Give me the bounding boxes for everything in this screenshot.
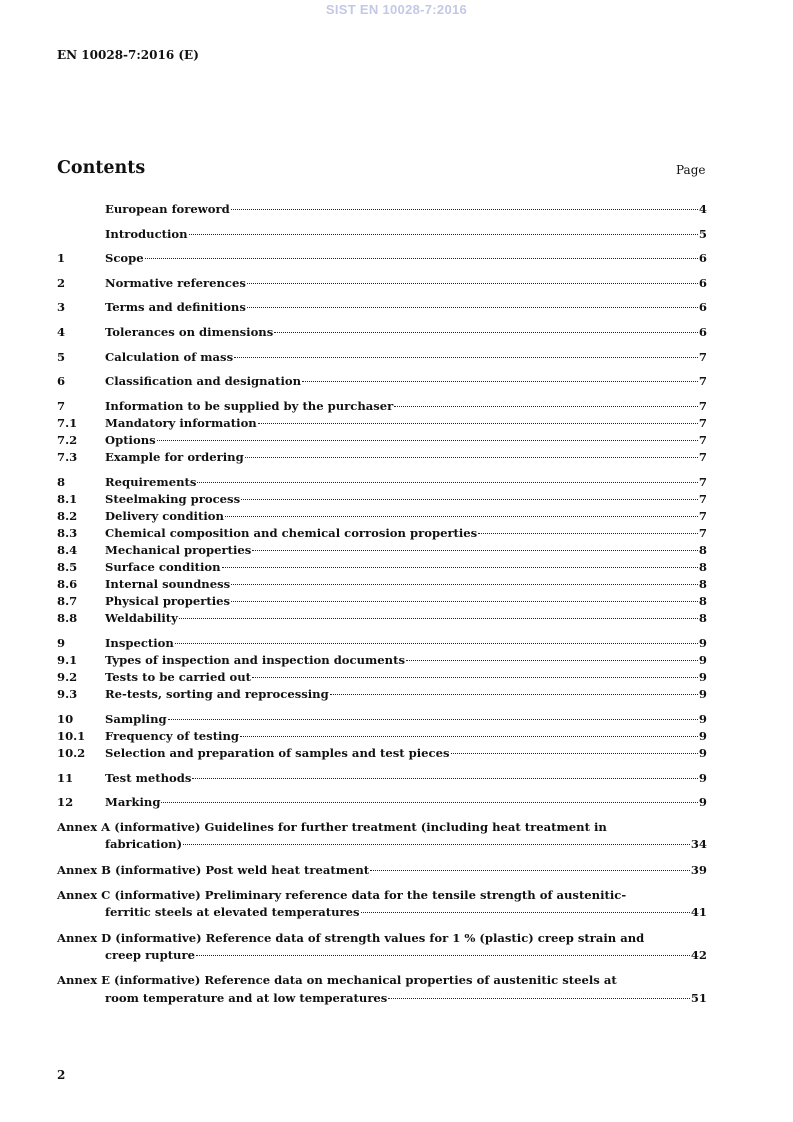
annex-entry[interactable] [57,887,707,921]
clause-title: Scope [105,251,144,266]
clause-number: 8.1 [57,491,78,506]
page-ref: 41 [690,905,707,920]
toc-group [57,324,707,341]
annex-title-line1: Annex B (informative) Post weld heat treatment [57,862,370,877]
annex-entry[interactable] [57,862,707,879]
dot-leader [192,778,698,779]
toc-entry[interactable] [57,324,707,341]
page-ref: 8 [698,594,707,609]
page-ref: 7 [698,450,707,465]
clause-number: 8.5 [57,560,78,575]
annex-title-line1: Annex A (informative) Guidelines for further treatment (including heat treatment in [57,819,607,834]
clause-title: Terms and definitions [105,300,246,315]
annex-title-line2-row [57,990,707,1007]
dot-leader [252,550,698,551]
dot-leader [175,643,698,644]
toc-entry[interactable] [57,299,707,316]
page-ref: 9 [698,653,707,668]
toc-entry[interactable] [57,652,707,669]
clause-number: 5 [57,349,66,364]
clause-number: 6 [57,374,66,389]
page-ref: 6 [698,275,707,290]
dot-leader [196,955,690,956]
clause-title: Test methods [105,770,192,785]
clause-title: Delivery condition [105,508,224,523]
toc-group [57,226,707,243]
clause-number: 9.1 [57,653,78,668]
dot-leader [231,209,698,210]
clause-number: 8.2 [57,508,78,523]
toc-entry[interactable] [57,728,707,745]
toc-entry[interactable] [57,542,707,559]
clause-number: 10 [57,711,74,726]
clause-number: 1 [57,251,66,266]
clause-number: 12 [57,795,74,810]
annex-title-line2-row [57,947,707,964]
table-of-contents [57,201,707,1015]
dot-leader [302,381,698,382]
toc-group [57,474,707,628]
dot-leader [245,457,698,458]
toc-entry[interactable] [57,508,707,525]
page-ref: 8 [698,560,707,575]
page-ref: 34 [690,836,707,851]
clause-number: 7.3 [57,450,78,465]
toc-entry[interactable] [57,576,707,593]
page-ref: 8 [698,543,707,557]
dot-leader [189,234,698,235]
clause-title: Example for ordering [105,450,244,465]
annex-title-line1: Annex E (informative) Reference data on mechanical properties of austenitic steels at [57,973,617,988]
page-ref: 9 [698,635,707,650]
toc-entry[interactable] [57,226,707,243]
page-ref: 7 [698,398,707,413]
dot-leader [222,567,698,568]
dot-leader [240,736,698,737]
page-ref: 7 [698,491,707,506]
toc-entry[interactable] [57,432,707,449]
clause-title: Mechanical properties [105,543,252,557]
dot-leader [406,660,698,661]
annex-title-line2: ferritic steels at elevated temperatures [105,905,360,920]
annex-title-line1: Annex C (informative) Preliminary reference data for the tensile strength of austenitic- [57,888,627,903]
annex-entry[interactable] [57,930,707,964]
toc-entry[interactable] [57,349,707,366]
toc-group [57,299,707,316]
clause-number: 9.3 [57,687,78,702]
page-ref: 4 [698,202,707,216]
contents-title: Contents [57,158,146,178]
toc-entry[interactable] [57,373,707,390]
toc-entry[interactable] [57,686,707,703]
clause-number: 10.1 [57,728,86,743]
annex-title-line2: creep rupture [105,947,195,962]
clause-number: 8.8 [57,611,78,626]
annex-title-line2: fabrication) [105,836,183,851]
annex-title-line1: Annex D (informative) Reference data of strength values for 1 % (plastic) creep strain and [57,930,645,945]
dot-leader [197,482,698,483]
dot-leader [161,802,697,803]
clause-title: Mandatory information [105,415,257,430]
toc-group [57,635,707,703]
clause-number: 3 [57,300,66,315]
toc-group [57,349,707,366]
toc-entry[interactable] [57,794,707,811]
clause-number: 4 [57,324,66,339]
toc-group [57,398,707,466]
page-ref: 6 [698,324,707,339]
dot-leader [231,584,698,585]
clause-title: Internal soundness [105,577,231,592]
toc-entry[interactable] [57,474,707,491]
page-ref: 6 [698,251,707,266]
dot-leader [179,618,698,619]
page-ref: 7 [698,374,707,389]
clause-number: 7.2 [57,432,78,447]
clause-title: European foreword [105,202,230,216]
clause-number: 8.6 [57,577,78,592]
toc-group [57,201,707,218]
clause-title: Re-tests, sorting and reprocessing [105,687,329,702]
clause-title: Requirements [105,474,197,489]
toc-entry[interactable] [57,250,707,267]
clause-title: Inspection [105,635,174,650]
dot-leader [183,844,690,845]
dot-leader [252,677,698,678]
page-ref: 7 [698,432,707,447]
clause-number: 11 [57,770,74,785]
dot-leader [247,283,698,284]
watermark: SIST EN 10028-7:2016 [325,2,468,17]
annex-title-line2-row [57,904,707,921]
toc-entry[interactable] [57,770,707,787]
dot-leader [478,533,698,534]
page-ref: 9 [698,795,707,810]
toc-entry[interactable] [57,593,707,610]
clause-number: 2 [57,275,66,290]
clause-number: 7 [57,398,66,413]
dot-leader [330,694,698,695]
clause-number: 9.2 [57,670,78,685]
page-ref: 7 [698,474,707,489]
page-ref: 9 [698,711,707,726]
page-ref: 6 [698,300,707,315]
toc-entry[interactable] [57,635,707,652]
toc-entry[interactable] [57,745,707,762]
toc-entry[interactable] [57,491,707,508]
clause-number: 8.3 [57,525,78,540]
clause-title: Information to be supplied by the purchaser [105,398,394,413]
page-ref: 9 [698,670,707,685]
toc-group [57,250,707,267]
toc-entry[interactable] [57,559,707,576]
clause-number: 10.2 [57,746,86,761]
page-ref: 39 [690,862,707,877]
dot-leader [388,998,690,999]
clause-title: Introduction [105,226,188,241]
toc-group [57,275,707,292]
clause-title: Tolerances on dimensions [105,324,274,339]
clause-title: Classification and designation [105,374,302,389]
annex-title-row [57,862,707,879]
toc-group [57,770,707,787]
annex-entry[interactable] [57,819,707,853]
dot-leader [247,307,698,308]
page-ref: 7 [698,415,707,430]
clause-title: Weldability [105,611,178,626]
toc-entry[interactable] [57,415,707,432]
dot-leader [157,440,698,441]
toc-entry[interactable] [57,711,707,728]
clause-title: Options [105,432,156,447]
toc-group [57,711,707,762]
dot-leader [451,753,698,754]
page-ref: 8 [698,611,707,626]
annex-title-line2-row [57,836,707,853]
toc-entry[interactable] [57,275,707,292]
toc-group [57,794,707,811]
clause-title: Surface condition [105,560,221,575]
clause-title: Tests to be carried out [105,670,251,685]
dot-leader [241,499,698,500]
clause-title: Sampling [105,711,167,726]
dot-leader [274,332,698,333]
clause-number: 9 [57,635,66,650]
clause-title: Normative references [105,275,246,290]
annex-entry[interactable] [57,972,707,1006]
clause-number: 8 [57,474,66,489]
dot-leader [361,912,690,913]
page-ref: 7 [698,508,707,523]
toc-entry[interactable] [57,610,707,627]
clause-title: Selection and preparation of samples and test pieces [105,746,450,761]
page-ref: 8 [698,577,707,592]
dot-leader [394,406,698,407]
page-ref: 9 [698,687,707,702]
toc-entry[interactable] [57,449,707,466]
dot-leader [145,258,698,259]
document-id: EN 10028-7:2016 (E) [57,48,199,62]
clause-number: 8.4 [57,543,78,557]
page-ref: 9 [698,770,707,785]
dot-leader [370,870,690,871]
clause-title: Marking [105,795,161,810]
annex-title-line2: room temperature and at low temperatures [105,990,388,1005]
clause-number: 7.1 [57,415,78,430]
dot-leader [168,719,698,720]
page-ref: 51 [690,990,707,1005]
toc-entry[interactable] [57,669,707,686]
page-ref: 7 [698,349,707,364]
page-ref: 9 [698,746,707,761]
dot-leader [258,423,698,424]
page-ref: 42 [690,947,707,962]
clause-title: Frequency of testing [105,728,239,743]
page-ref: 5 [698,226,707,241]
page-ref: 9 [698,728,707,743]
dot-leader [225,516,698,517]
dot-leader [234,357,698,358]
toc-group [57,373,707,390]
page-ref: 7 [698,525,707,540]
toc-entry[interactable] [57,398,707,415]
dot-leader [231,601,698,602]
clause-title: Chemical composition and chemical corrosion properties [105,525,478,540]
toc-entry[interactable] [57,525,707,542]
page-number: 2 [57,1068,66,1082]
clause-number: 8.7 [57,594,78,609]
page-column-label: Page [676,163,706,177]
clause-title: Calculation of mass [105,349,234,364]
toc-entry[interactable] [57,201,707,218]
clause-title: Steelmaking process [105,491,241,506]
clause-title: Types of inspection and inspection documents [105,653,405,668]
clause-title: Physical properties [105,594,231,609]
